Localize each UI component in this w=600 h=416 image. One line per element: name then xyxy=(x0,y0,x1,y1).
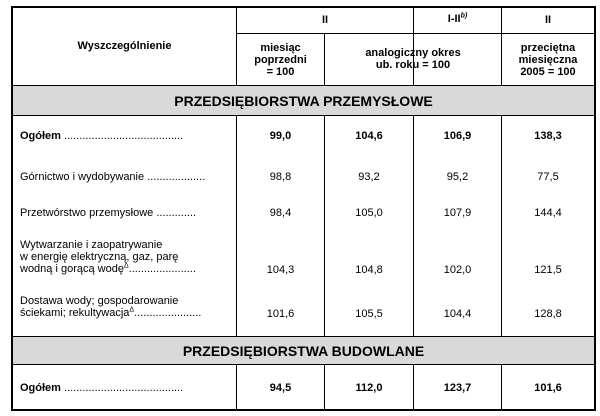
row-label xyxy=(20,207,196,219)
table-cell: 138,3 xyxy=(534,130,562,142)
footnote-marker: b) xyxy=(460,12,468,20)
row-leader: ................... xyxy=(147,171,206,183)
table-cell: 106,9 xyxy=(443,130,472,142)
row-label xyxy=(20,130,183,142)
table-cell: 105,0 xyxy=(355,207,383,219)
table-cell: 77,5 xyxy=(537,171,559,183)
row-label-text: Ogółem xyxy=(20,130,61,142)
table-cell: 93,2 xyxy=(358,171,380,183)
table-cell: 104,6 xyxy=(355,130,383,142)
section-title-construction: PRZEDSIĘBIORSTWA BUDOWLANE xyxy=(182,343,425,359)
row-leader: ...................... xyxy=(134,307,202,319)
rule xyxy=(236,115,237,337)
table-cell: 104,3 xyxy=(266,264,295,276)
rule xyxy=(11,409,595,411)
table-cell: 105,5 xyxy=(355,308,383,320)
table-cell: 144,4 xyxy=(534,207,562,219)
rule xyxy=(594,6,596,86)
footnote-marker: Δ xyxy=(129,306,135,314)
row-leader: ...................... xyxy=(128,263,196,275)
col-header-same-period: analogiczny okres ub. roku = 100 xyxy=(365,47,461,71)
table-cell: 94,5 xyxy=(269,382,292,394)
row-label xyxy=(20,382,183,394)
table-cell: 98,4 xyxy=(269,207,292,219)
row-label xyxy=(20,239,196,275)
table-cell: 104,4 xyxy=(443,308,472,320)
rule xyxy=(594,85,596,337)
table-cell: 99,0 xyxy=(269,130,292,142)
table-cell: 112,0 xyxy=(355,382,383,394)
row-label xyxy=(20,295,201,319)
row-label-text: Górnictwo i wydobywanie xyxy=(20,171,145,183)
table-cell: 101,6 xyxy=(534,382,562,394)
footnote-marker: Δ xyxy=(123,262,129,270)
rule xyxy=(236,33,595,34)
rule xyxy=(324,115,325,337)
rule xyxy=(501,115,502,337)
group-header-cumulative xyxy=(414,13,501,25)
table-cell: 98,8 xyxy=(269,171,292,183)
rule xyxy=(11,85,13,337)
row-label-text: Przetwórstwo przemysłowe xyxy=(20,207,154,219)
row-label-text: Ogółem xyxy=(20,382,61,394)
col-header-avg-month: przeciętna miesięczna 2005 = 100 xyxy=(518,42,578,78)
table-cell: 95,2 xyxy=(446,171,469,183)
table-cell: 104,8 xyxy=(355,264,383,276)
rule xyxy=(594,336,596,411)
row-label-text: Wytwarzanie i zaopatrywanie w energię elektryczną, gaz, parę wodną i gorącą wodę xyxy=(20,239,179,275)
table-cell: 128,8 xyxy=(534,308,562,320)
rule xyxy=(413,115,414,337)
row-leader: ............. xyxy=(156,207,197,219)
rule xyxy=(11,364,595,365)
rule xyxy=(11,85,595,86)
table-cell: 107,9 xyxy=(443,207,472,219)
table-cell: 101,6 xyxy=(266,308,295,320)
col-header-prev-month: miesiąc poprzedni = 100 xyxy=(254,42,307,78)
group-header-base: II xyxy=(544,14,552,26)
rule xyxy=(11,336,595,337)
row-leader: ....................................... xyxy=(64,130,184,142)
row-label-text: Dostawa wody; gospodarowanie ściekami; rekultywacja xyxy=(20,295,179,319)
stub-header: Wyszczególnienie xyxy=(77,40,172,52)
rule xyxy=(11,6,595,8)
row-leader: ....................................... xyxy=(64,382,184,394)
table-cell: 123,7 xyxy=(443,382,472,394)
row-label xyxy=(20,171,205,183)
section-title-industrial: PRZEDSIĘBIORSTWA PRZEMYSŁOWE xyxy=(174,93,433,109)
group-header-cumulative-label: I-II xyxy=(447,13,461,25)
group-header-month: II xyxy=(321,14,329,26)
rule xyxy=(11,115,595,116)
table-cell: 102,0 xyxy=(443,264,472,276)
table-cell: 121,5 xyxy=(534,264,562,276)
